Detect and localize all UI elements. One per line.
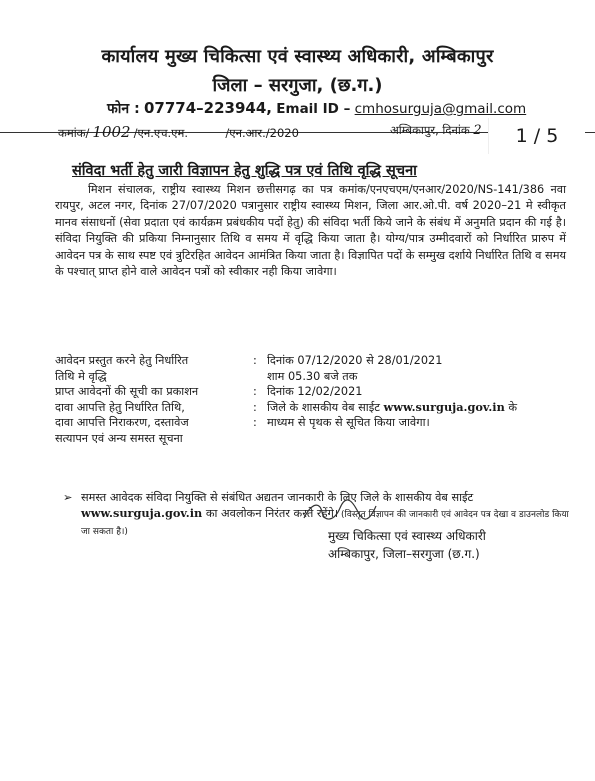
- signature-block: [328, 527, 486, 563]
- schedule-separator: :: [253, 416, 257, 430]
- schedule-value: [267, 431, 575, 447]
- phone-label: फोन :: [107, 101, 140, 117]
- schedule-row: [55, 353, 575, 369]
- schedule-value: माध्यम से पृथक से सूचित किया जावेगा।: [267, 416, 430, 430]
- reference-number-block: [58, 123, 299, 141]
- slash: /: [85, 126, 90, 140]
- signatory-place: अम्बिकापुर, जिला–सरगुजा (छ.ग.): [328, 547, 480, 561]
- note-text-pre: समस्त आवेदक संविदा नियुक्ति से संबंधित अद्यतन जानकारी के लिए जिले के शासकीय वेब साईट: [81, 491, 474, 504]
- arrow-bullet-icon: ➢: [63, 491, 73, 504]
- schedule-label: दावा आपत्ति निराकरण, दस्तावेज: [55, 416, 189, 430]
- schedule-separator: :: [253, 354, 257, 367]
- notice-body: मिशन संचालक, राष्ट्रीय स्वास्थ्य मिशन छत्तीसगढ़ का पत्र कमांक/एनएचएम/एनआर/2020/NS-141/386 नवा रायपुर, अटल नगर, दिनांक 27/07/2020 पत्रानुसार राष्ट्रीय स्वास्थ्य मिशन, जिला आर.ओ.पी. वर्ष 2020–21 मे स्वीकृत मानव संसाधनों (सेवा प्रदाता एवं कार्यक्रम प्रबंधकीय पदों हेतु) की संविदा भर्ती किये जाने के संबंध में अनुमति प्रदान की गई है। संविदा नियुक्ति की प्रकिया निम्नानुसार तिथि व समय में वृद्धि किया जाता है। योग्य/पात्र उम्मीदवारों को निर्धारित प्रारुप में आवेदन पत्र के साथ स्पष्ट एवं त्रुटिरहित आवेदन आमंत्रित किया जाता है। विज्ञापित पदों के सम्मुख दर्शाये निर्धारित तिथि व समय के पश्चात् प्राप्त होने वाले आवेदन पत्रों को स्वीकार नही किया जावेगा।: [55, 183, 566, 279]
- place-date-label: अम्बिकापुर, दिनांक: [390, 123, 470, 137]
- website-link[interactable]: www.surguja.gov.in: [383, 399, 505, 414]
- schedule-row: [55, 415, 575, 431]
- schedule-separator: [253, 431, 267, 447]
- date-value: 2: [473, 123, 482, 138]
- schedule-table: [55, 353, 575, 447]
- schedule-label: सत्यापन एवं अन्य समस्त सूचना: [55, 431, 183, 445]
- note-website-link[interactable]: www.surguja.gov.in: [81, 505, 203, 520]
- schedule-label: आवेदन प्रस्तुत करने हेतु निर्धारित: [55, 354, 189, 367]
- email-address[interactable]: cmhosurguja@gmail.com: [354, 101, 527, 117]
- schedule-label: दावा आपत्ति हेतु निर्धारित तिथि,: [55, 400, 185, 414]
- schedule-value: शाम 05.30 बजे तक: [267, 369, 358, 383]
- notice-title: संविदा भर्ती हेतु जारी विज्ञापन हेतु शुद्धि पत्र एवं तिथि वृद्धि सूचना: [72, 163, 417, 179]
- schedule-label: प्राप्त आवेदनों की सूची का प्रकाशन: [55, 385, 199, 399]
- schedule-separator: [253, 369, 267, 385]
- signatory-designation: मुख्य चिकित्सा एवं स्वास्थ्य अधिकारी: [328, 529, 486, 543]
- place-date-block: [390, 123, 482, 138]
- schedule-value: दिनांक 12/02/2021: [267, 385, 363, 399]
- reference-year: /2020: [265, 126, 299, 140]
- reference-prefix: कमांक: [58, 126, 86, 140]
- reference-number: 1002: [92, 123, 131, 141]
- schedule-row: [55, 400, 575, 416]
- contact-line: [107, 99, 526, 118]
- note-small-text: (विस्तृत विज्ञापन की जानकारी एवं आवेदन पत्र देखा व डाउनलोड किया जा सकता है।): [81, 509, 569, 538]
- phone-number: 07774–223944,: [143, 99, 272, 117]
- schedule-separator: :: [253, 385, 257, 399]
- schedule-row: [55, 431, 575, 447]
- schedule-value-text: जिले के शासकीय वेब साईट: [267, 400, 384, 414]
- district-heading: जिला – सरगुजा, (छ.ग.): [212, 75, 383, 96]
- reference-code-nhm: /एन.एच.एम.: [133, 126, 189, 140]
- schedule-row: [55, 384, 575, 400]
- schedule-value-text: के: [504, 400, 518, 414]
- reference-code-nr: /एन.आर.: [225, 126, 266, 140]
- schedule-value: [267, 400, 575, 416]
- email-label: Email ID –: [276, 101, 351, 117]
- schedule-row: [55, 369, 575, 385]
- note-text-post: का अवलोकन निरंतर करते रहेंगे।: [202, 506, 339, 520]
- page-indicator: 1 / 5: [488, 118, 585, 154]
- schedule-separator: :: [253, 400, 257, 414]
- office-heading: कार्यालय मुख्य चिकित्सा एवं स्वास्थ्य अधिकारी, अम्बिकापुर: [101, 46, 494, 67]
- schedule-label: तिथि मे वृद्धि: [55, 369, 107, 383]
- schedule-value: दिनांक 07/12/2020 से 28/01/2021: [267, 354, 443, 367]
- signature-scribble-icon: [300, 498, 380, 524]
